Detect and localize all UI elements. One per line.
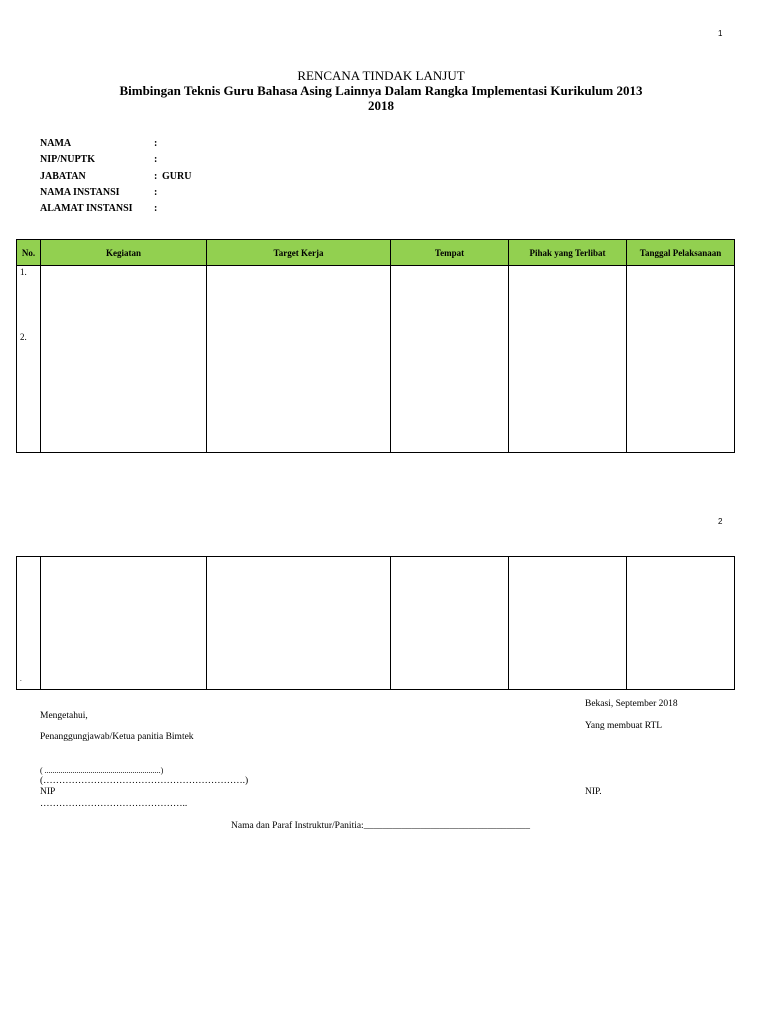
cell-tanggal-pelaksanaan xyxy=(627,266,735,453)
column-header-no: No. xyxy=(17,240,41,266)
cell-kegiatan xyxy=(41,266,207,453)
instructor-signature-line: Nama dan Paraf Instruktur/Panitia:___________________________________ xyxy=(231,821,530,831)
row-number-2: 2. xyxy=(20,332,27,342)
field-value-jabatan: GURU xyxy=(162,171,192,182)
cell-kegiatan xyxy=(41,557,207,690)
cell-target-kerja xyxy=(207,266,391,453)
field-colon: : xyxy=(154,171,158,182)
cell-tempat xyxy=(391,557,509,690)
column-header-kegiatan: Kegiatan xyxy=(41,240,207,266)
column-header-tempat: Tempat xyxy=(391,240,509,266)
responsible-role: Penanggungjawab/Ketua panitia Bimtek xyxy=(40,732,194,742)
nip-label-right: NIP. xyxy=(585,787,602,797)
row-number-cell xyxy=(17,266,41,453)
table-row xyxy=(17,557,735,690)
field-label-nama: NAMA xyxy=(40,138,72,149)
field-label-jabatan: JABATAN xyxy=(40,171,86,182)
cell-pihak-terlibat xyxy=(509,266,627,453)
document-title: RENCANA TINDAK LANJUT xyxy=(297,68,465,83)
field-label-nip: NIP/NUPTK xyxy=(40,154,95,165)
document-year: 2018 xyxy=(368,98,394,113)
field-colon: : xyxy=(154,154,158,165)
nip-label-left: NIP xyxy=(40,787,56,797)
nip-dots: ……………………………………….. xyxy=(40,799,188,809)
continuation-mark: . xyxy=(20,675,22,683)
cell-target-kerja xyxy=(207,557,391,690)
field-colon: : xyxy=(154,203,158,214)
field-label-nama-instansi: NAMA INSTANSI xyxy=(40,187,120,198)
row-number-cell xyxy=(17,557,41,690)
field-label-alamat-instansi: ALAMAT INSTANSI xyxy=(40,203,133,214)
field-colon: : xyxy=(154,187,158,198)
rtl-maker-label: Yang membuat RTL xyxy=(585,721,663,731)
signature-line-alt: (……………………………………………………….) xyxy=(40,776,249,786)
rtl-table xyxy=(16,239,735,453)
document-subtitle: Bimbingan Teknis Guru Bahasa Asing Lainnya Dalam Rangka Implementasi Kurikulum 2013 xyxy=(119,83,643,98)
cell-pihak-terlibat xyxy=(509,557,627,690)
column-header-target-kerja: Target Kerja xyxy=(207,240,391,266)
page-number: 2 xyxy=(718,517,723,526)
table-row xyxy=(17,266,735,453)
field-colon: : xyxy=(154,138,158,149)
rtl-table-continued xyxy=(16,556,735,690)
cell-tempat xyxy=(391,266,509,453)
cell-tanggal-pelaksanaan xyxy=(627,557,735,690)
place-date: Bekasi, September 2018 xyxy=(585,699,678,709)
column-header-tanggal-pelaksanaan: Tanggal Pelaksanaan xyxy=(627,240,735,266)
table-header-row xyxy=(17,240,735,266)
row-number-1: 1. xyxy=(20,267,27,277)
signature-line: ( ..........................................................) xyxy=(40,766,164,775)
column-header-pihak-terlibat: Pihak yang Terlibat xyxy=(509,240,627,266)
acknowledged-label: Mengetahui, xyxy=(40,711,88,721)
page-number: 1 xyxy=(718,29,723,38)
